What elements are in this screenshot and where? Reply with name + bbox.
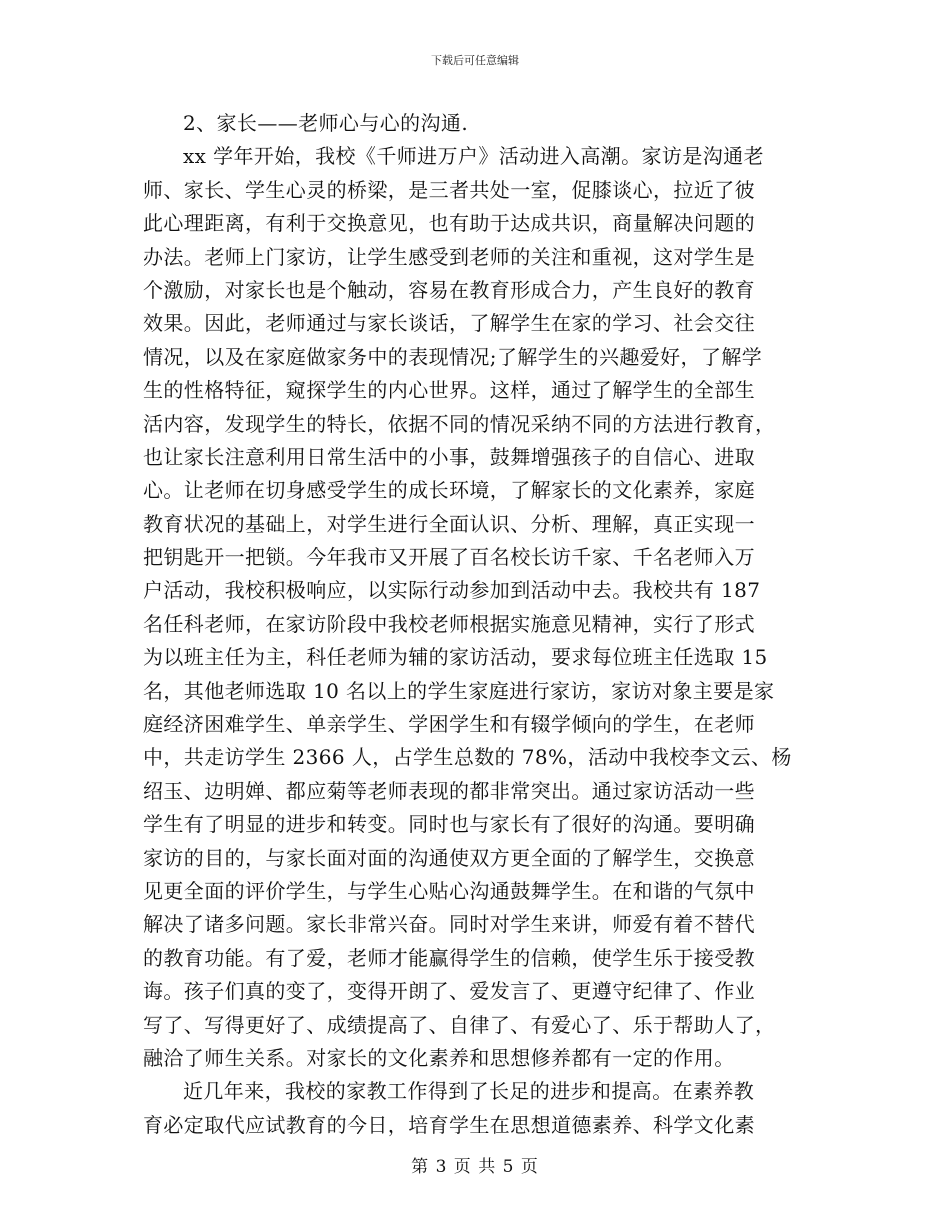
- paragraph-line: 庭经济困难学生、单亲学生、学困学生和有辍学倾向的学生，在老师: [143, 712, 755, 737]
- paragraph-line: 把钥匙开一把锁。今年我市又开展了百名校长访千家、千名老师入万: [143, 545, 755, 570]
- paragraph-line: 名任科老师，在家访阶段中我校老师根据实施意见精神，实行了形式: [143, 611, 755, 636]
- paragraph-line: 名，其他老师选取 10 名以上的学生家庭进行家访，家访对象主要是家: [143, 678, 775, 703]
- body-text: [143, 107, 801, 1142]
- paragraph-line: 生的性格特征，窥探学生的内心世界。这样，通过了解学生的全部生: [143, 378, 755, 403]
- paragraph-line: 写了、写得更好了、成绩提高了、自律了、有爱心了、乐于帮助人了，: [143, 1012, 776, 1037]
- section-heading: 2、家长——老师心与心的沟通.: [183, 111, 469, 135]
- paragraph-line: 近几年来，我校的家教工作得到了长足的进步和提高。在素养教: [183, 1079, 755, 1104]
- paragraph-line: 诲。孩子们真的变了，变得开朗了、爱发言了、更遵守纪律了、作业: [143, 979, 755, 1004]
- page-number: 第 3 页 共 5 页: [411, 1157, 539, 1177]
- paragraph-line: 心。让老师在切身感受学生的成长环境，了解家长的文化素养，家庭: [143, 478, 755, 503]
- paragraph-line: 个激励，对家长也是个触动，容易在教育形成合力，产生良好的教育: [143, 277, 755, 302]
- paragraph-line: 户活动，我校积极响应，以实际行动参加到活动中去。我校共有 187: [143, 578, 761, 603]
- paragraph-line: 情况，以及在家庭做家务中的表现情况;了解学生的兴趣爱好，了解学: [143, 344, 763, 369]
- paragraph-line: 办法。老师上门家访，让学生感受到老师的关注和重视，这对学生是: [143, 244, 755, 269]
- paragraph-line: 见更全面的评价学生，与学生心贴心沟通鼓舞学生。在和谐的气氛中: [143, 878, 755, 903]
- paragraph-line: 绍玉、边明婵、都应菊等老师表现的都非常突出。通过家访活动一些: [143, 778, 755, 803]
- paragraph-line: xx 学年开始，我校《千师进万户》活动进入高潮。家访是沟通老: [183, 144, 764, 169]
- paragraph-line: 师、家长、学生心灵的桥梁，是三者共处一室，促膝谈心，拉近了彼: [143, 177, 755, 202]
- paragraph-line: 的教育功能。有了爱，老师才能赢得学生的信赖，使学生乐于接受教: [143, 945, 755, 970]
- paragraph-line: 活内容，发现学生的特长，依据不同的情况采纳不同的方法进行教育，: [143, 411, 776, 436]
- page-header: 下载后可任意编辑: [431, 54, 519, 67]
- paragraph-line: 为以班主任为主，科任老师为辅的家访活动，要求每位班主任选取 15: [143, 645, 768, 670]
- paragraph-line: 学生有了明显的进步和转变。同时也与家长有了很好的沟通。要明确: [143, 812, 755, 837]
- paragraph-line: 中，共走访学生 2366 人，占学生总数的 78%，活动中我校李文云、杨: [143, 745, 792, 770]
- paragraph-line: 育必定取代应试教育的今日，培育学生在思想道德素养、科学文化素: [143, 1112, 755, 1137]
- paragraph-line: 家访的目的，与家长面对面的沟通使双方更全面的了解学生，交换意: [143, 845, 755, 870]
- paragraph-line: 解决了诸多问题。家长非常兴奋。同时对学生来讲，师爱有着不替代: [143, 912, 755, 937]
- paragraph-line: 融洽了师生关系。对家长的文化素养和思想修养都有一定的作用。: [143, 1045, 735, 1070]
- paragraph-line: 此心理距离，有利于交换意见，也有助于达成共识，商量解决问题的: [143, 211, 755, 236]
- paragraph-line: 教育状况的基础上，对学生进行全面认识、分析、理解，真正实现一: [143, 511, 755, 536]
- paragraph-line: 也让家长注意利用日常生活中的小事，鼓舞增强孩子的自信心、进取: [143, 444, 755, 469]
- paragraph-line: 效果。因此，老师通过与家长谈话，了解学生在家的学习、社会交往: [143, 311, 755, 336]
